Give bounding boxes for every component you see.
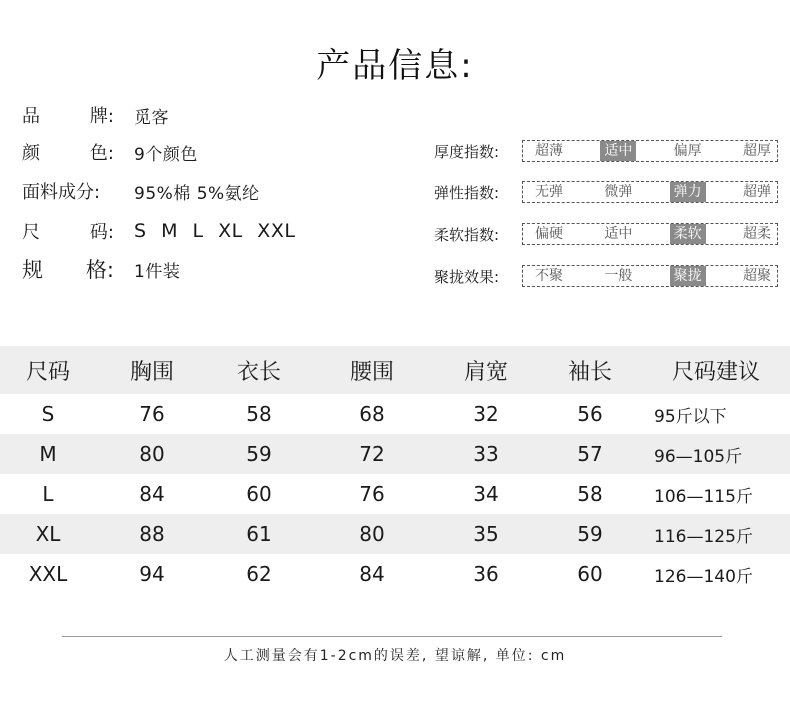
index-option: 超柔	[742, 226, 771, 242]
index-option: 不聚	[535, 268, 563, 284]
table-cell: 60	[246, 482, 272, 506]
index-scale	[522, 181, 778, 203]
table-cell: 94	[139, 562, 165, 586]
table-row	[0, 434, 790, 474]
index-option: 超弹	[742, 184, 771, 200]
page-title: 产品信息:	[316, 46, 474, 86]
table-cell: 84	[139, 482, 165, 506]
table-header-cell: 衣长	[236, 359, 281, 385]
index-option-selected: 柔软	[670, 224, 706, 244]
table-cell: 59	[577, 522, 603, 546]
info-brand-value: 觅客	[134, 107, 169, 128]
index-thickness	[434, 136, 778, 166]
table-cell: 116—125斤	[654, 526, 753, 547]
info-label-part: 规	[22, 258, 43, 282]
table-cell: 76	[359, 482, 385, 506]
info-size-value: S M L XL XXL	[134, 220, 296, 242]
table-cell: 34	[473, 482, 499, 506]
table-row	[0, 554, 790, 594]
table-cell: 35	[473, 522, 499, 546]
table-header-row	[0, 346, 790, 394]
table-cell: 58	[577, 482, 603, 506]
info-color-value: 9个颜色	[134, 144, 198, 165]
table-row	[0, 394, 790, 434]
table-cell: 84	[359, 562, 385, 586]
info-size	[22, 216, 295, 246]
index-option: 适中	[604, 226, 633, 242]
table-cell: 36	[473, 562, 499, 586]
index-label: 厚度指数:	[434, 142, 500, 161]
table-cell: 58	[246, 402, 272, 426]
table-row	[0, 474, 790, 514]
table-cell: XXL	[28, 562, 68, 586]
table-cell: 32	[473, 402, 499, 426]
index-label: 聚拢效果:	[434, 267, 500, 286]
index-scale	[522, 223, 778, 245]
table-cell: XL	[35, 522, 61, 546]
index-option-selected: 聚拢	[670, 266, 706, 286]
index-option-selected: 弹力	[670, 182, 706, 202]
index-option: 偏硬	[535, 226, 563, 242]
table-cell: 33	[473, 442, 499, 466]
table-header-cell: 肩宽	[463, 359, 508, 385]
info-label-part: 面料成分:	[22, 182, 101, 203]
info-label-part: 码:	[89, 222, 114, 243]
index-scale	[522, 140, 778, 162]
index-softness	[434, 219, 778, 249]
table-cell: 61	[246, 522, 272, 546]
info-brand	[22, 100, 169, 130]
size-table	[0, 346, 790, 594]
info-label-part: 格:	[85, 258, 114, 282]
table-cell: 76	[139, 402, 165, 426]
table-cell: L	[42, 482, 54, 506]
table-header-cell: 袖长	[567, 359, 612, 385]
index-option: 超聚	[742, 268, 771, 284]
table-header-cell: 胸围	[129, 359, 174, 385]
index-option: 一般	[604, 268, 633, 284]
index-gathering	[434, 261, 778, 291]
table-cell: 68	[359, 402, 385, 426]
divider	[62, 636, 722, 637]
table-cell: M	[39, 442, 57, 466]
table-header-cell: 腰围	[349, 359, 394, 385]
index-option: 无弹	[535, 184, 563, 200]
table-header-cell: 尺码建议	[671, 359, 760, 385]
info-color	[22, 137, 198, 167]
table-cell: 96—105斤	[654, 446, 743, 467]
table-cell: 59	[246, 442, 272, 466]
table-header-cell: 尺码	[25, 359, 70, 385]
table-cell: S	[41, 402, 55, 426]
info-spec	[22, 254, 180, 284]
info-label-part: 颜	[22, 143, 40, 164]
index-option: 微弹	[604, 184, 633, 200]
index-option: 偏厚	[673, 143, 702, 159]
index-elasticity	[434, 177, 778, 207]
table-cell: 80	[359, 522, 385, 546]
info-label-part: 牌:	[89, 106, 114, 127]
table-cell: 80	[139, 442, 165, 466]
index-label: 弹性指数:	[434, 183, 500, 202]
info-fabric	[22, 176, 260, 206]
table-cell: 72	[359, 442, 385, 466]
table-cell: 57	[577, 442, 603, 466]
index-label: 柔软指数:	[434, 225, 500, 244]
info-spec-value: 1件装	[134, 261, 181, 282]
info-label-part: 品	[22, 106, 40, 127]
table-row	[0, 514, 790, 554]
index-option: 超薄	[535, 143, 563, 159]
info-label-part: 色:	[89, 143, 114, 164]
table-cell: 126—140斤	[654, 566, 753, 587]
index-scale	[522, 265, 778, 287]
info-label-part: 尺	[22, 222, 40, 243]
table-cell: 60	[577, 562, 603, 586]
table-cell: 56	[577, 402, 603, 426]
measurement-note: 人工测量会有1-2cm的误差, 望谅解, 单位: cm	[223, 648, 567, 664]
info-fabric-value: 95%棉 5%氨纶	[134, 183, 260, 204]
index-option: 超厚	[742, 143, 771, 159]
table-cell: 62	[246, 562, 272, 586]
table-cell: 106—115斤	[654, 486, 753, 507]
index-option-selected: 适中	[600, 141, 636, 161]
table-cell: 88	[139, 522, 165, 546]
table-cell: 95斤以下	[654, 406, 727, 427]
